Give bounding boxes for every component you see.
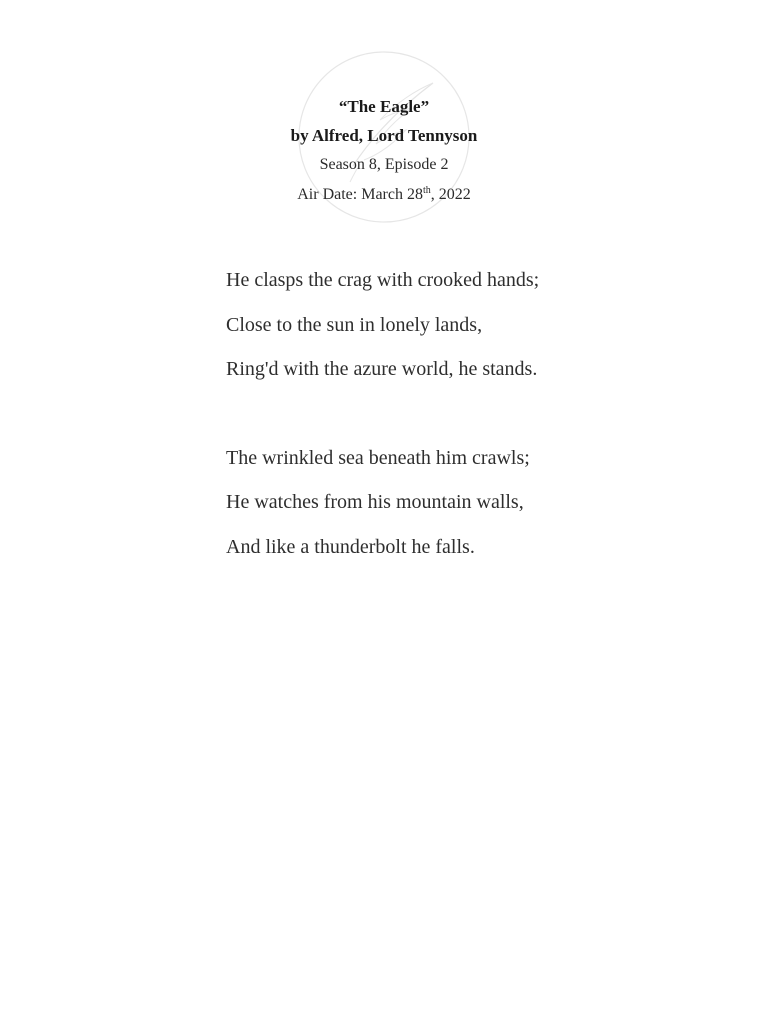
stanza-2 bbox=[226, 436, 706, 570]
poem-author: by Alfred, Lord Tennyson bbox=[290, 126, 478, 145]
poem-line: He watches from his mountain walls, bbox=[226, 491, 524, 513]
air-date bbox=[0, 180, 768, 209]
poem-body bbox=[226, 258, 706, 569]
air-date-year: , 2022 bbox=[430, 186, 471, 203]
air-date-ordinal: th bbox=[422, 185, 431, 196]
poem-line: Close to the sun in lonely lands, bbox=[226, 313, 483, 336]
header-text bbox=[0, 92, 768, 209]
stanza-1 bbox=[226, 258, 706, 392]
poem-line: He clasps the crag with crooked hands; bbox=[226, 269, 540, 291]
episode-info: Season 8, Episode 2 bbox=[319, 156, 449, 173]
poem-title: “The Eagle” bbox=[338, 97, 430, 116]
poem-line: And like a thunderbolt he falls. bbox=[226, 535, 475, 558]
air-date-prefix: Air Date: March 28 bbox=[297, 186, 423, 203]
poem-line: The wrinkled sea beneath him crawls; bbox=[226, 446, 530, 469]
poem-header bbox=[0, 48, 768, 228]
poem-line: Ring'd with the azure world, he stands. bbox=[226, 358, 538, 380]
